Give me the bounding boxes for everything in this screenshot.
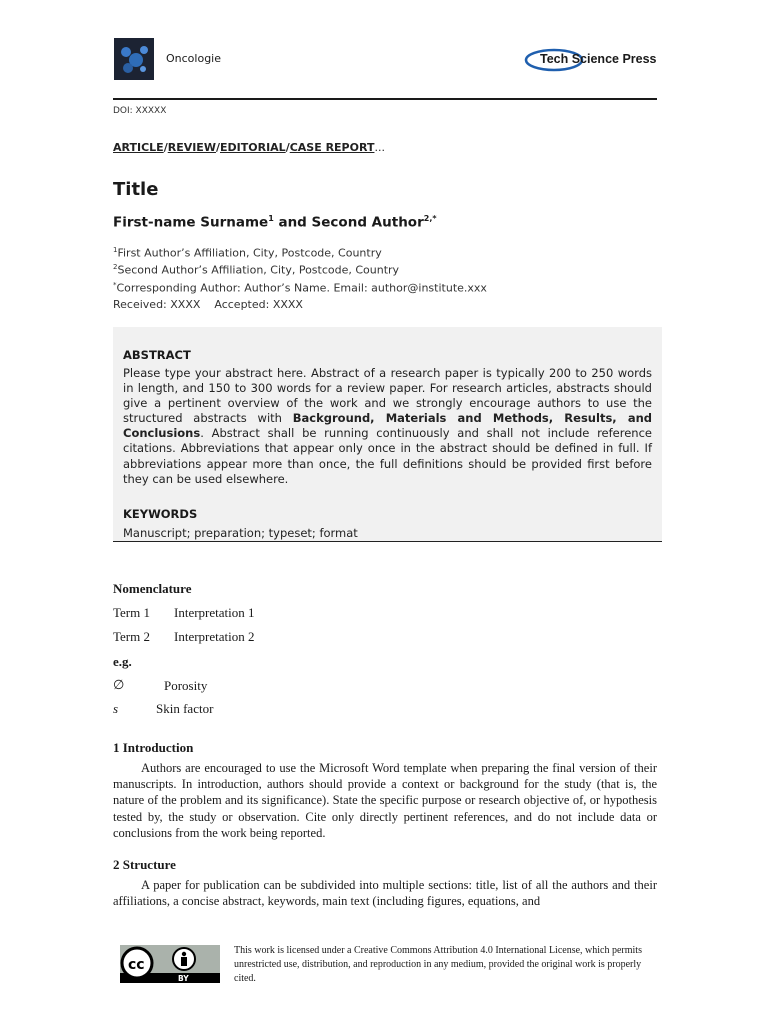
affiliation-2: $^2$Second Author’s Affiliation, City, Postcode, Country [113, 263, 400, 277]
journal-name: Oncologie [166, 52, 221, 65]
article-type-review: REVIEW [167, 141, 216, 154]
section-heading-structure: 2 Structure [113, 857, 176, 872]
section-heading-introduction: 1 Introduction [113, 740, 194, 755]
affiliation-1: $^1$First Author’s Affiliation, City, Postcode, Country [113, 246, 382, 260]
svg-text:Tech Science Press: Tech Science Press [540, 52, 657, 66]
section-text-structure: A paper for publication can be subdivided into multiple sections: title, list of all the authors and their affiliations, a concise abstract, keywords, main text (including figures, equations, and [113, 878, 657, 909]
publisher-logo [524, 44, 664, 74]
nomenclature-meaning: Porosity [164, 678, 208, 693]
abstract-text: Please type your abstract here. Abstract of a research paper is typically 200 to 250 words in length, and 150 to 300 words for a review paper. For research articles, abstracts should give a pertinent overview of the work and we strongly encourage authors to use the structured abstracts with Background, Materials and Methods, Results, and Conclusions. Abstract shall be running continuously and shall not include reference citations. Abbreviations that appear only once in the abstract should be defined in full. If abbreviations appear more than once, the full definitions should be provided first before they can be used elsewhere. [123, 366, 652, 486]
article-type-case-report: CASE REPORT [289, 141, 375, 154]
article-type-article: ARTICLE [113, 141, 164, 154]
corresponding-author: *Corresponding Author: Author’s Name. Email: author@institute.xxx [113, 281, 487, 295]
header-rule [113, 98, 657, 100]
article-type: ARTICLE/REVIEW/EDITORIAL/CASE REPORT... [113, 141, 385, 154]
nomenclature-heading: Nomenclature [113, 581, 192, 596]
nomenclature-term: Term 2 [113, 629, 150, 644]
keywords-text: Manuscript; preparation; typeset; format [123, 526, 358, 540]
article-type-editorial: EDITORIAL [220, 141, 286, 154]
journal-logo [114, 38, 154, 80]
license-text: This work is licensed under a Creative Commons Attribution 4.0 International License, which permits unrestricted use, distribution, and reproduction in any medium, provided the original work is properly cited. [234, 945, 642, 984]
paper-title: Title [113, 179, 159, 200]
svg-text:BY: BY [178, 974, 189, 983]
nomenclature-term: Term 1 [113, 605, 150, 620]
nomenclature-symbol: s [113, 701, 119, 716]
nomenclature-eg: e.g. [113, 654, 132, 669]
received-dates: Received: XXXX Accepted: XXXX [113, 298, 303, 311]
author-list: First-name Surname$^1$ and Second Author$^{2,*}$ [113, 214, 437, 231]
nomenclature-meaning: Interpretation 2 [174, 629, 255, 644]
section-text-introduction: Authors are encouraged to use the Microsoft Word template when preparing the final version of their manuscripts. In introduction, authors should provide a context or background for the study (that is, the nature of the problem and its significance). State the specific purpose or research objective of, or hypothesis tested by, the study or observation. Cite only directly pertinent references, and do not include data or conclusions from the work being reported. [113, 761, 657, 840]
abstract-heading: ABSTRACT [123, 348, 191, 362]
keywords-heading: KEYWORDS [123, 507, 198, 521]
doi: DOI: XXXXX [113, 106, 167, 116]
cc-by-badge [120, 945, 220, 983]
svg-text:cc: cc [128, 957, 145, 973]
nomenclature-meaning: Skin factor [156, 701, 214, 716]
nomenclature-meaning: Interpretation 1 [174, 605, 255, 620]
nomenclature-symbol: ∅ [113, 677, 125, 692]
